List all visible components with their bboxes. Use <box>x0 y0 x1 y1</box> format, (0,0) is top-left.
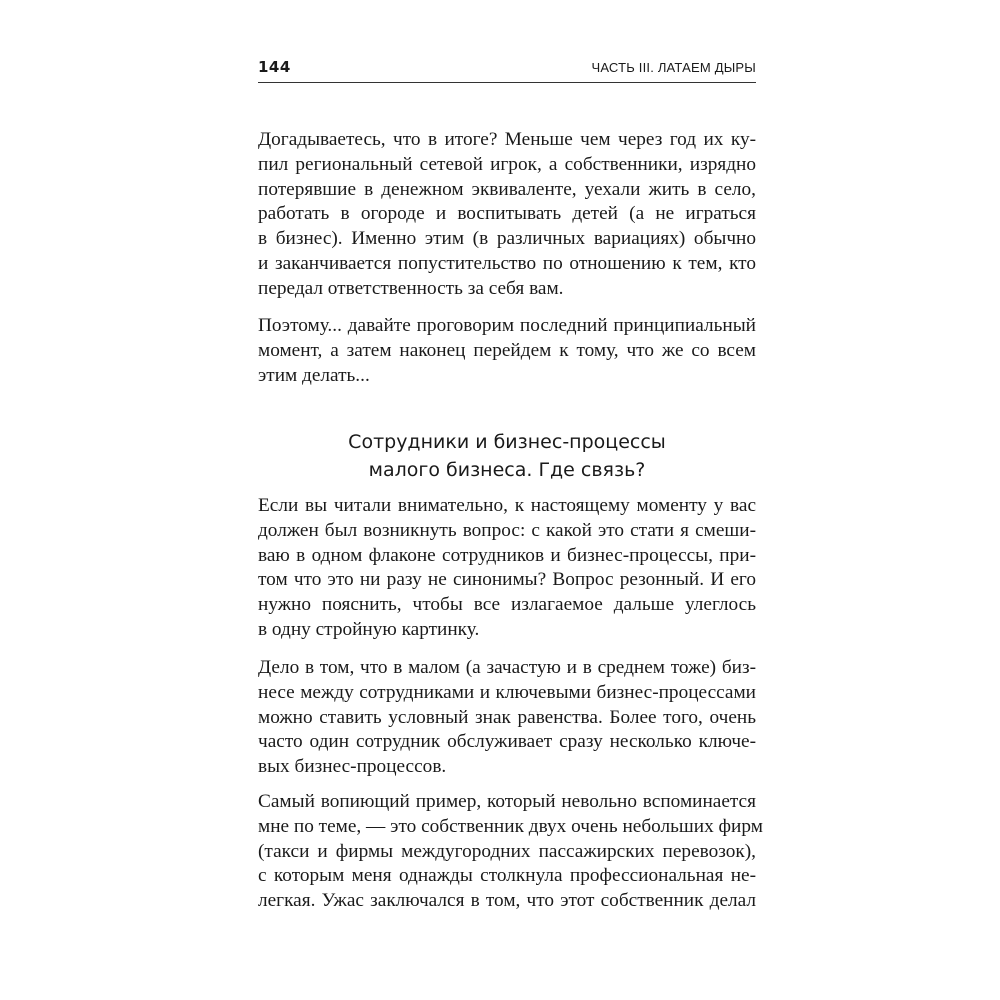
text-line: вых бизнес-процессов. <box>258 756 447 778</box>
text-line: этим делать... <box>258 364 370 386</box>
text-line: (такси и фирмы междугородних пассажирских перевозок), <box>258 840 756 862</box>
text-line: Дело в том, что в малом (а зачастую и в среднем тоже) биз- <box>258 657 756 678</box>
text-line: работать в огороде и воспитывать детей (а не играться <box>258 203 756 225</box>
book-page <box>258 0 763 1000</box>
section-heading <box>258 428 756 484</box>
paragraph-1 <box>258 128 756 302</box>
heading-line: Сотрудники и бизнес-процессы <box>348 431 666 453</box>
text-line: момент, а затем наконец перейдем к тому, что же со всем <box>258 339 756 361</box>
text-line: нужно пояснить, чтобы все излагаемое дальше улеглось <box>258 594 756 616</box>
text-line: Догадываетесь, что в итоге? Меньше чем через год их ку- <box>258 129 756 150</box>
text-line: мне по теме, — это собственник двух очень небольших фирм <box>258 815 763 837</box>
chapter-title: ЧАСТЬ III. ЛАТАЕМ ДЫРЫ <box>591 60 756 75</box>
text-line: и заканчивается попустительство по отношению к тем, кто <box>258 252 756 274</box>
text-line: потерявшие в денежном эквиваленте, уехали жить в село, <box>258 178 756 200</box>
text-line: ваю в одном флаконе сотрудников и бизнес-процессы, при- <box>258 544 756 566</box>
text-line: в одну стройную картинку. <box>258 618 480 640</box>
paragraph-4 <box>258 656 756 780</box>
text-line: должен был возникнуть вопрос: с какой это стати я смеши- <box>258 519 756 541</box>
text-line: несе между сотрудниками и ключевыми бизнес-процессами <box>258 681 756 703</box>
heading-line: малого бизнеса. Где связь? <box>368 459 646 481</box>
text-line: передал ответственность за себя вам. <box>258 277 564 299</box>
page-number: 144 <box>258 58 291 76</box>
text-line: в бизнес). Именно этим (в различных вариациях) обычно <box>258 228 756 250</box>
text-line: Если вы читали внимательно, к настоящему моменту у вас <box>258 495 756 516</box>
text-line: том что это ни разу не синонимы? Вопрос резонный. И его <box>258 569 756 591</box>
paragraph-3 <box>258 494 756 643</box>
text-line: Поэтому... давайте проговорим последний принципиальный <box>258 315 756 336</box>
text-line: легкая. Ужас заключался в том, что этот собственник делал <box>258 890 756 912</box>
text-line: можно ставить условный знак равенства. Более того, очень <box>258 706 756 728</box>
text-line: пил региональный сетевой игрок, а собственники, изрядно <box>258 153 756 175</box>
paragraph-5 <box>258 790 763 914</box>
text-line: с которым меня однажды столкнула профессиональная не- <box>258 865 756 887</box>
running-header <box>258 58 756 83</box>
text-line: часто один сотрудник обслуживает сразу несколько ключе- <box>258 731 756 753</box>
paragraph-2 <box>258 314 756 388</box>
text-line: Самый вопиющий пример, который невольно вспоминается <box>258 791 756 812</box>
